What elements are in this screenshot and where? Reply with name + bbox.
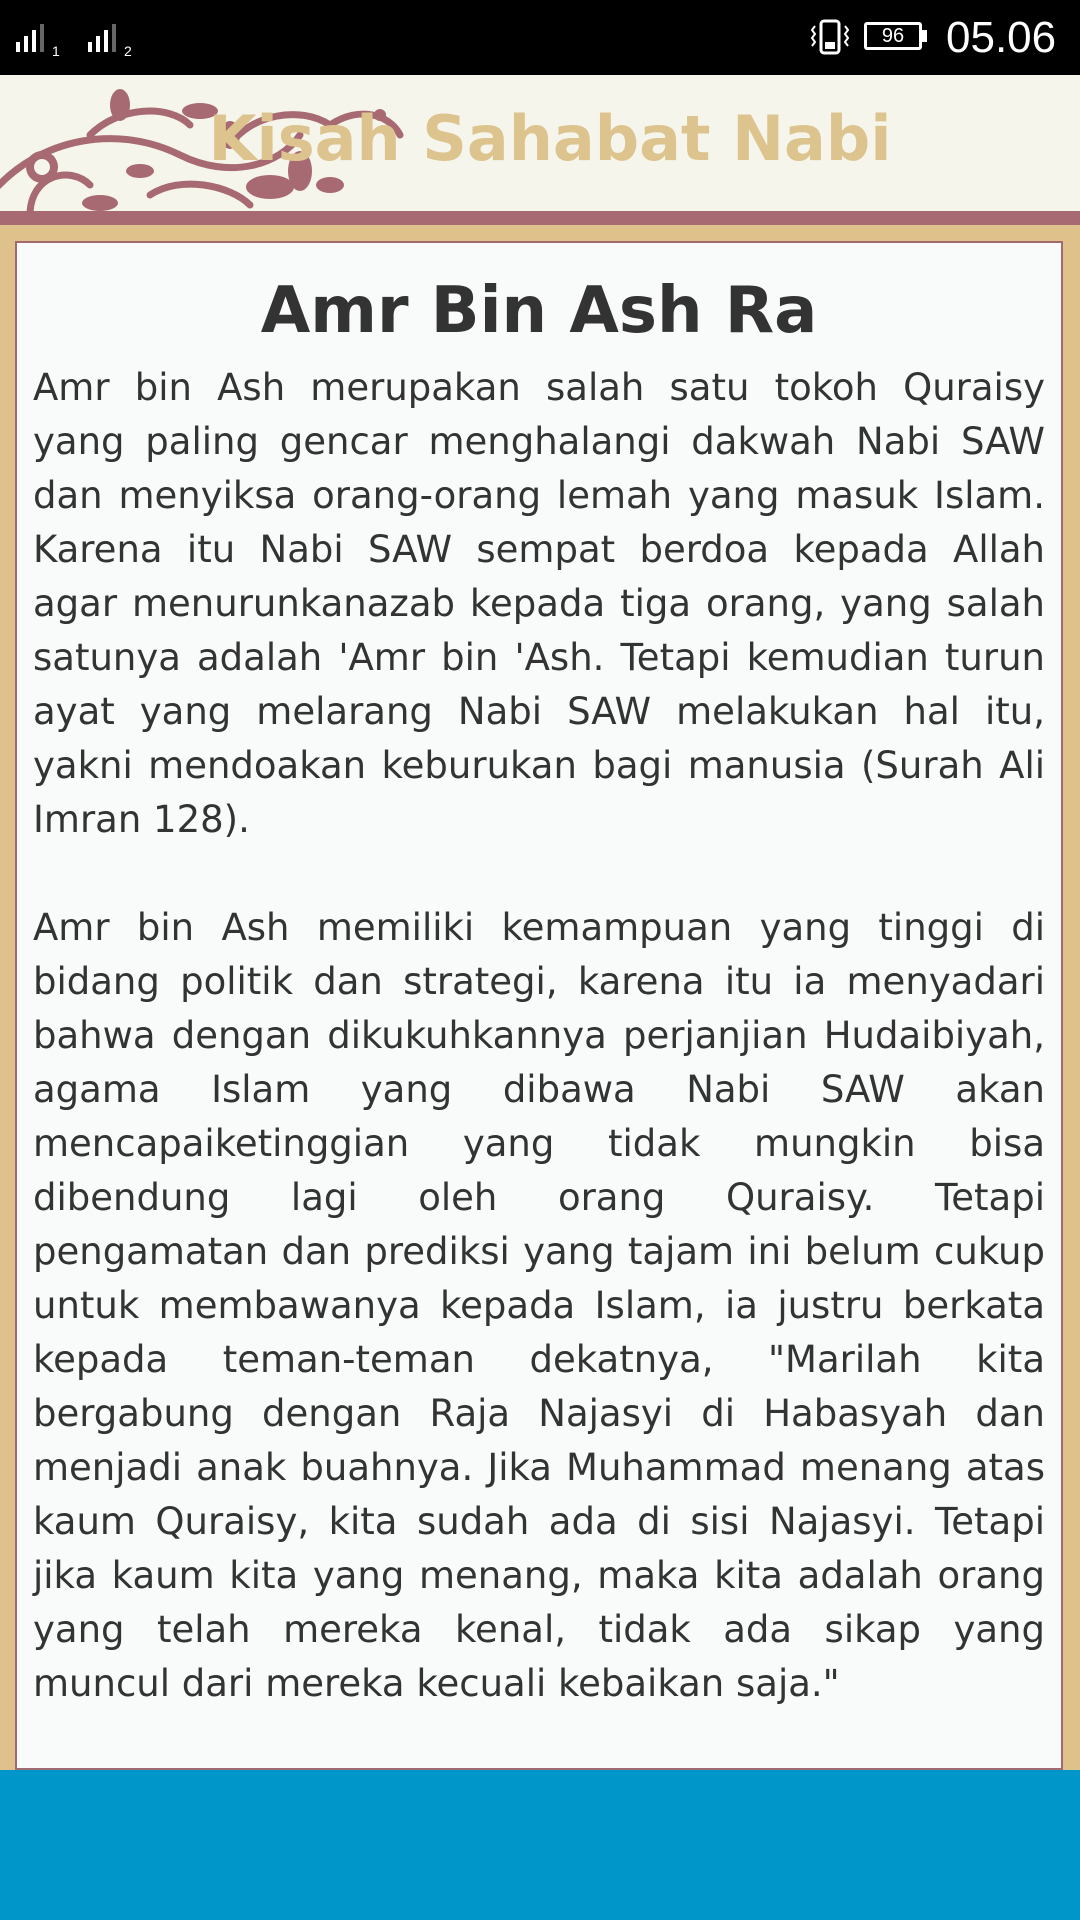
battery-tip [922,30,927,42]
signal-sim2-icon [88,22,140,56]
header-divider [0,211,1080,225]
ad-banner[interactable] [0,1770,1080,1920]
signal-sim1-icon [16,22,68,56]
app-header [0,75,1080,211]
article-title: Amr Bin Ash Ra [260,274,818,348]
article-paragraph: Amr bin Ash memiliki kemampuan yang tinggi di bidang politik dan strategi, karena itu ia menyadari bahwa dengan dikukuhkannya perjanjian Hudaibiyah, agama Islam yang dibawa Nabi SAW akan mencapaiketinggian yang tidak mungkin bisa dibendung lagi oleh orang Quraisy. Tetapi pengamatan dan prediksi yang tajam ini belum cukup untuk membawanya kepada Islam, ia justru berkata kepada teman-teman dekatnya, "Marilah kita bergabung dengan Raja Najasyi di Habasyah dan menjadi anak buahnya. Jika Muhammad menang atas kaum Quraisy, kita sudah ada di sisi Najasyi. Tetapi jika kaum kita yang menang, maka kita adalah orang yang telah mereka kenal, tidak ada sikap yang muncul dari mereka kecuali kebaikan saja." [33,906,1045,1705]
sim1-label: 1 [52,43,60,56]
battery-level: 96 [881,25,905,47]
battery-icon [864,22,922,50]
status-time: 05.06 [946,13,1057,62]
article-paragraph: Amr bin Ash merupakan salah satu tokoh Quraisy yang paling gencar menghalangi dakwah Nabi SAW dan menyiksa orang-orang lemah yang masuk Islam. Karena itu Nabi SAW sempat berdoa kepada Allah agar menurunkanazab kepada tiga orang, yang salah satunya adalah 'Amr bin 'Ash. Tetapi kemudian turun ayat yang melarang Nabi SAW melakukan hal itu, yakni mendoakan keburukan bagi manusia (Surah Ali Imran 128). [33,366,1045,841]
app-title: Kisah Sahabat Nabi [208,102,892,175]
vibrate-icon [808,18,852,58]
article-body [17,361,1061,1711]
sim2-label: 2 [124,43,132,56]
article-card[interactable] [15,241,1063,1770]
status-bar [0,0,1080,75]
